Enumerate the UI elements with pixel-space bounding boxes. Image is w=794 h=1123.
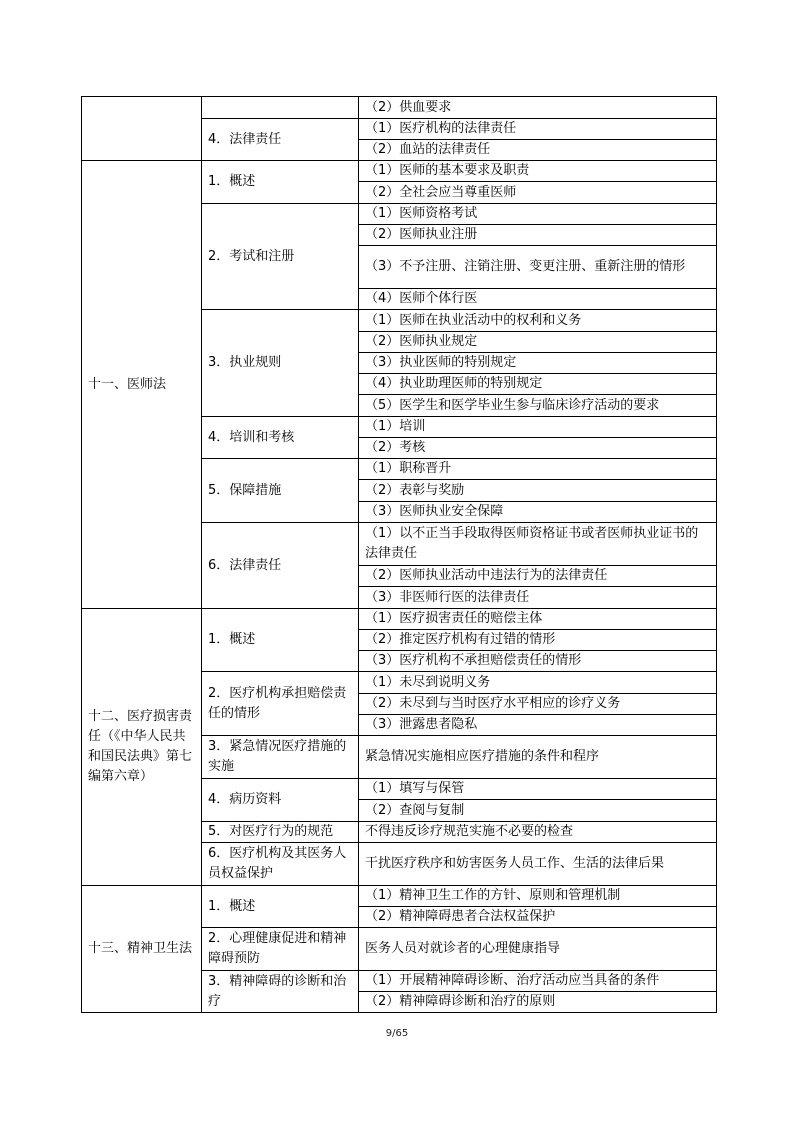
point-cell: （2）供血要求 (359, 97, 717, 119)
point-cell: （3）不予注册、注销注册、变更注册、重新注册的情形 (359, 246, 717, 289)
element-cell (202, 97, 359, 119)
point-cell: （1）医师在执业活动中的权利和义务 (359, 310, 717, 332)
syllabus-table (81, 96, 717, 1013)
point-cell: （1）职称晋升 (359, 459, 717, 480)
point-cell: （2）医师执业注册 (359, 225, 717, 246)
point-cell: （1）医师资格考试 (359, 204, 717, 225)
point-cell: （1）医疗机构的法律责任 (359, 119, 717, 140)
point-cell: （2）查阅与复制 (359, 800, 717, 822)
point-cell: （3）泄露患者隐私 (359, 715, 717, 736)
point-cell: （3）非医师行医的法律责任 (359, 587, 717, 609)
point-cell: （4）执业助理医师的特别规定 (359, 374, 717, 395)
unit-cell: 十三、精神卫生法 (82, 886, 202, 1013)
element-cell: 3．执业规则 (202, 310, 359, 417)
point-cell: （1）以不正当手段取得医师资格证书或者医师执业证书的法律责任 (359, 523, 717, 566)
element-cell: 3．精神障碍的诊断和治疗 (202, 971, 359, 1013)
point-cell: （3）医师执业安全保障 (359, 502, 717, 523)
point-cell: （3）医疗机构不承担赔偿责任的情形 (359, 651, 717, 672)
point-cell: （5）医学生和医学毕业生参与临床诊疗活动的要求 (359, 395, 717, 417)
point-cell: （2）全社会应当尊重医师 (359, 182, 717, 204)
point-cell: （1）填写与保管 (359, 779, 717, 800)
point-cell: （1）医疗损害责任的赔偿主体 (359, 609, 717, 630)
element-cell: 4．培训和考核 (202, 417, 359, 459)
unit-cell: 十一、医师法 (82, 161, 202, 609)
element-cell: 6．医疗机构及其医务人员权益保护 (202, 843, 359, 886)
point-cell: （2）医师执业规定 (359, 332, 717, 353)
element-cell: 1．概述 (202, 161, 359, 204)
point-cell: 干扰医疗秩序和妨害医务人员工作、生活的法律后果 (359, 843, 717, 886)
point-cell: （1）医师的基本要求及职责 (359, 161, 717, 182)
element-cell: 1．概述 (202, 886, 359, 928)
element-cell: 4．病历资料 (202, 779, 359, 822)
point-cell: 不得违反诊疗规范实施不必要的检查 (359, 822, 717, 843)
element-cell: 4．法律责任 (202, 119, 359, 161)
table-row (82, 161, 717, 182)
page-number: 9/65 (385, 1028, 409, 1039)
element-cell: 2．医疗机构承担赔偿责任的情形 (202, 672, 359, 736)
table-row (82, 886, 717, 907)
unit-cell (82, 97, 202, 161)
point-cell: 医务人员对就诊者的心理健康指导 (359, 928, 717, 971)
point-cell: （1）精神卫生工作的方针、原则和管理机制 (359, 886, 717, 907)
point-cell: （2）考核 (359, 438, 717, 459)
point-cell: （2）医师执业活动中违法行为的法律责任 (359, 566, 717, 587)
point-cell: （3）执业医师的特别规定 (359, 353, 717, 374)
point-cell: （2）表彰与奖励 (359, 480, 717, 502)
point-cell: （1）未尽到说明义务 (359, 672, 717, 694)
point-cell: （4）医师个体行医 (359, 289, 717, 310)
point-cell: （2）血站的法律责任 (359, 140, 717, 161)
element-cell: 2．考试和注册 (202, 204, 359, 310)
element-cell: 5．保障措施 (202, 459, 359, 523)
table-row (82, 609, 717, 630)
element-cell: 5．对医疗行为的规范 (202, 822, 359, 843)
point-cell: 紧急情况实施相应医疗措施的条件和程序 (359, 736, 717, 779)
point-cell: （2）精神障碍患者合法权益保护 (359, 907, 717, 928)
point-cell: （2）精神障碍诊断和治疗的原则 (359, 992, 717, 1013)
point-cell: （1）开展精神障碍诊断、治疗活动应当具备的条件 (359, 971, 717, 992)
element-cell: 1．概述 (202, 609, 359, 672)
element-cell: 6．法律责任 (202, 523, 359, 609)
element-cell: 2．心理健康促进和精神障碍预防 (202, 928, 359, 971)
table-row (82, 97, 717, 119)
unit-cell: 十二、医疗损害责任（《中华人民共和国民法典》第七编第六章） (82, 609, 202, 886)
element-cell: 3．紧急情况医疗措施的实施 (202, 736, 359, 779)
point-cell: （2）未尽到与当时医疗水平相应的诊疗义务 (359, 694, 717, 715)
point-cell: （1）培训 (359, 417, 717, 438)
point-cell: （2）推定医疗机构有过错的情形 (359, 630, 717, 651)
